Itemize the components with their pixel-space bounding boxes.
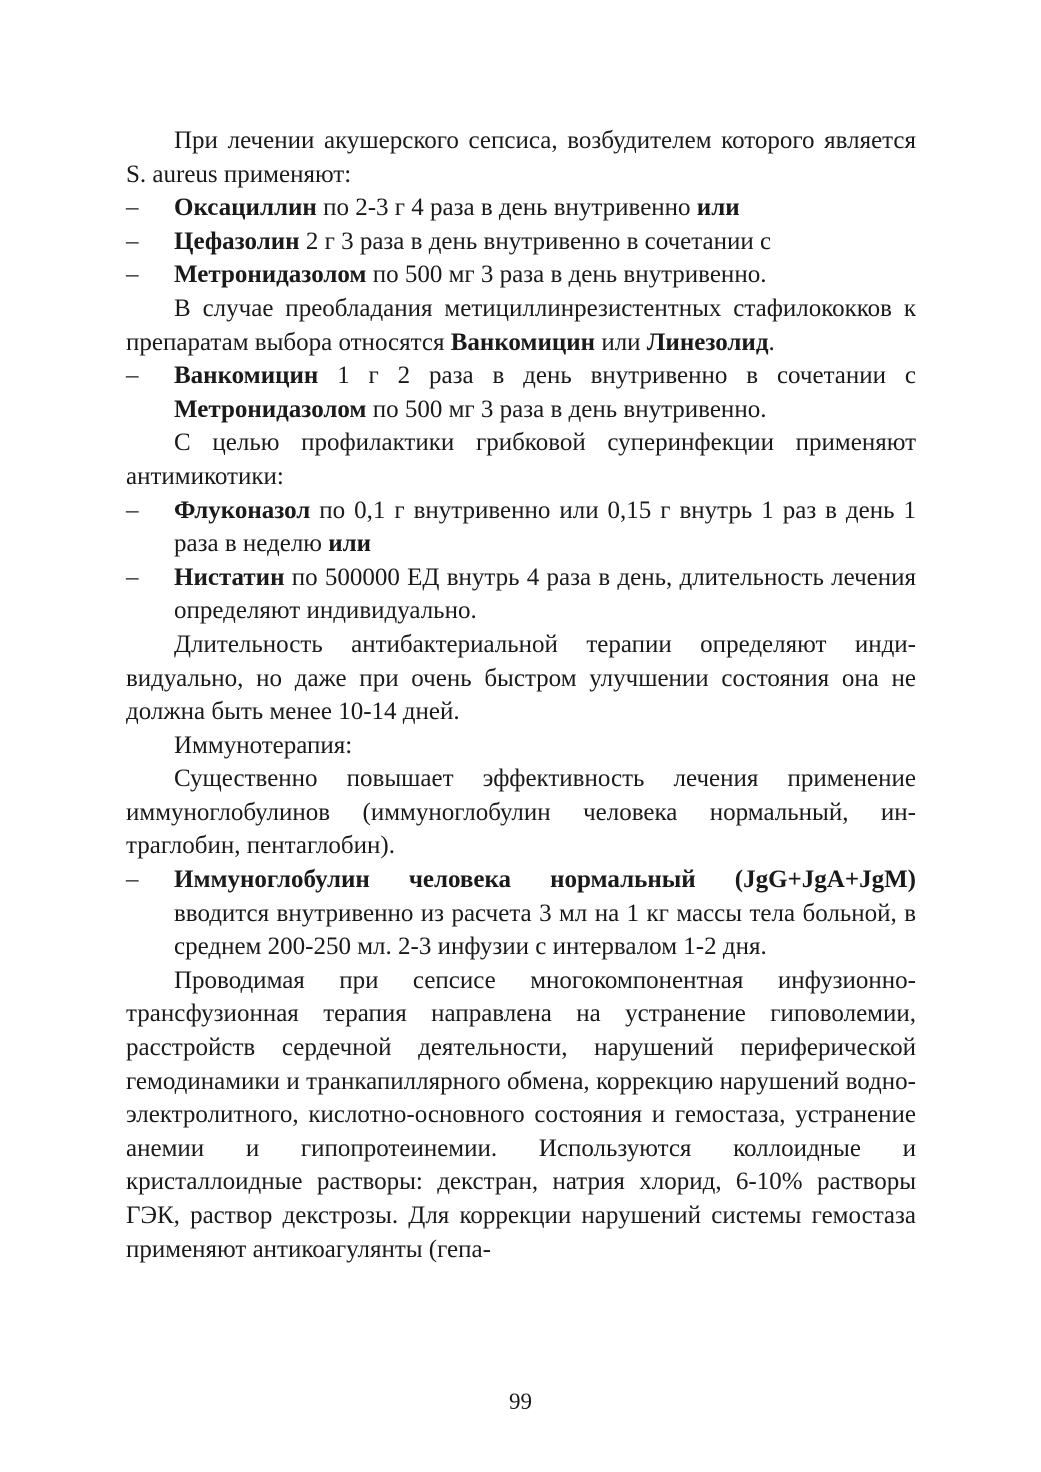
- text-run: по 500 мг 3 раза в день внутривенно.: [366, 261, 767, 289]
- paragraph: [126, 762, 916, 863]
- list-dash: –: [126, 866, 139, 894]
- bold-term: Оксациллин: [174, 194, 317, 222]
- text-run: Проводимая при сепсисе многокомпонентная инфузионно-трансфузионная терапия направлена на устранение гиповолемии, расстройств сердечной деятельности, нарушений периферической гемодинамики и транкапиллярного обмена, коррекцию нарушений водно-электролитного, кислотно-основного состояния и гемостаза, устранение анемии и гипопротеинемии. Используются коллоидные и кристаллоидные растворы: декстран, натрия хлорид, 6-10% растворы ГЭК, раствор декстрозы. Для коррекции нарушений системы гемостаза применяют антикоагулянты (гепа-: [126, 966, 916, 1263]
- paragraph: [126, 729, 916, 763]
- bold-term: Метронидазолом: [174, 395, 367, 423]
- paragraph: [126, 292, 916, 359]
- list-dash: –: [126, 496, 139, 524]
- text-run: по 500 мг 3 раза в день внутривенно.: [366, 395, 767, 423]
- bold-term: Иммуноглобулин человека нормальный (JgG+JgA+JgM): [174, 866, 916, 894]
- bold-term: или: [328, 530, 372, 558]
- list-dash: –: [126, 261, 139, 289]
- list-dash: –: [126, 362, 139, 390]
- list-item: [126, 494, 916, 561]
- text-run: Длительность антибактериальной терапии определяют индивидуально, но даже при очень быстром улучшении состояния она не должна быть менее 10-14 дней.: [126, 630, 916, 726]
- paragraph: [126, 426, 916, 493]
- list-item: [126, 359, 916, 426]
- text-run: При лечении акушерского сепсиса, возбудителем которого является S. aureus применяют:: [126, 127, 916, 188]
- list-dash: –: [126, 227, 139, 255]
- paragraph: [126, 964, 916, 1266]
- bold-term: Цефазолин: [174, 227, 300, 255]
- bold-term: Метронидазолом: [174, 261, 367, 289]
- bold-term: или: [696, 194, 740, 222]
- text-run: Иммунотерапия:: [174, 731, 353, 759]
- text-run: В случае преобладания метициллинрезистентных стафилококков к препаратам выбора относятся: [126, 294, 916, 356]
- list-item: [126, 863, 916, 964]
- text-run: 1 г 2 раза в день внутривенно в сочетании с: [318, 362, 916, 390]
- bold-term: Ванкомицин: [450, 328, 596, 356]
- list-item: [126, 191, 916, 225]
- text-run: или: [595, 328, 647, 356]
- paragraph: [126, 628, 916, 729]
- bold-term: Линезолид: [646, 328, 769, 356]
- text-run: по 500000 ЕД внутрь 4 раза в день, длительность лечения определяют индивидуально.: [174, 563, 916, 625]
- list-item: [126, 561, 916, 628]
- bold-term: Ванкомицин: [174, 362, 319, 390]
- bold-term: Нистатин: [174, 563, 285, 591]
- text-run: 2 г 3 раза в день внутривенно в сочетании с: [299, 227, 772, 255]
- list-dash: –: [126, 563, 139, 591]
- text-run: С целью профилактики грибковой суперинфекции применяют антимикотики:: [126, 429, 916, 490]
- text-run: по 2-3 г 4 раза в день внутривенно: [316, 194, 697, 222]
- text-run: Существенно повышает эффективность лечения применение иммуноглобулинов (иммуноглобулин человека нормальный, интраглобин, пентаглобин).: [126, 765, 916, 860]
- list-item: [126, 225, 916, 259]
- text-run: по 0,1 г внутривенно или 0,15 г внутрь 1 раз в день 1 раза в неделю: [174, 496, 916, 558]
- paragraph: [126, 124, 916, 191]
- page-body: [126, 124, 916, 1266]
- text-run: .: [768, 328, 775, 356]
- list-dash: –: [126, 194, 139, 222]
- page-number: 99: [509, 1389, 532, 1414]
- list-item: [126, 258, 916, 292]
- text-run: вводится внутривенно из расчета 3 мл на 1 кг массы тела больной, в среднем 200-250 мл. 2-3 инфузии с интервалом 1-2 дня.: [174, 899, 916, 961]
- bold-term: Флуконазол: [174, 496, 311, 524]
